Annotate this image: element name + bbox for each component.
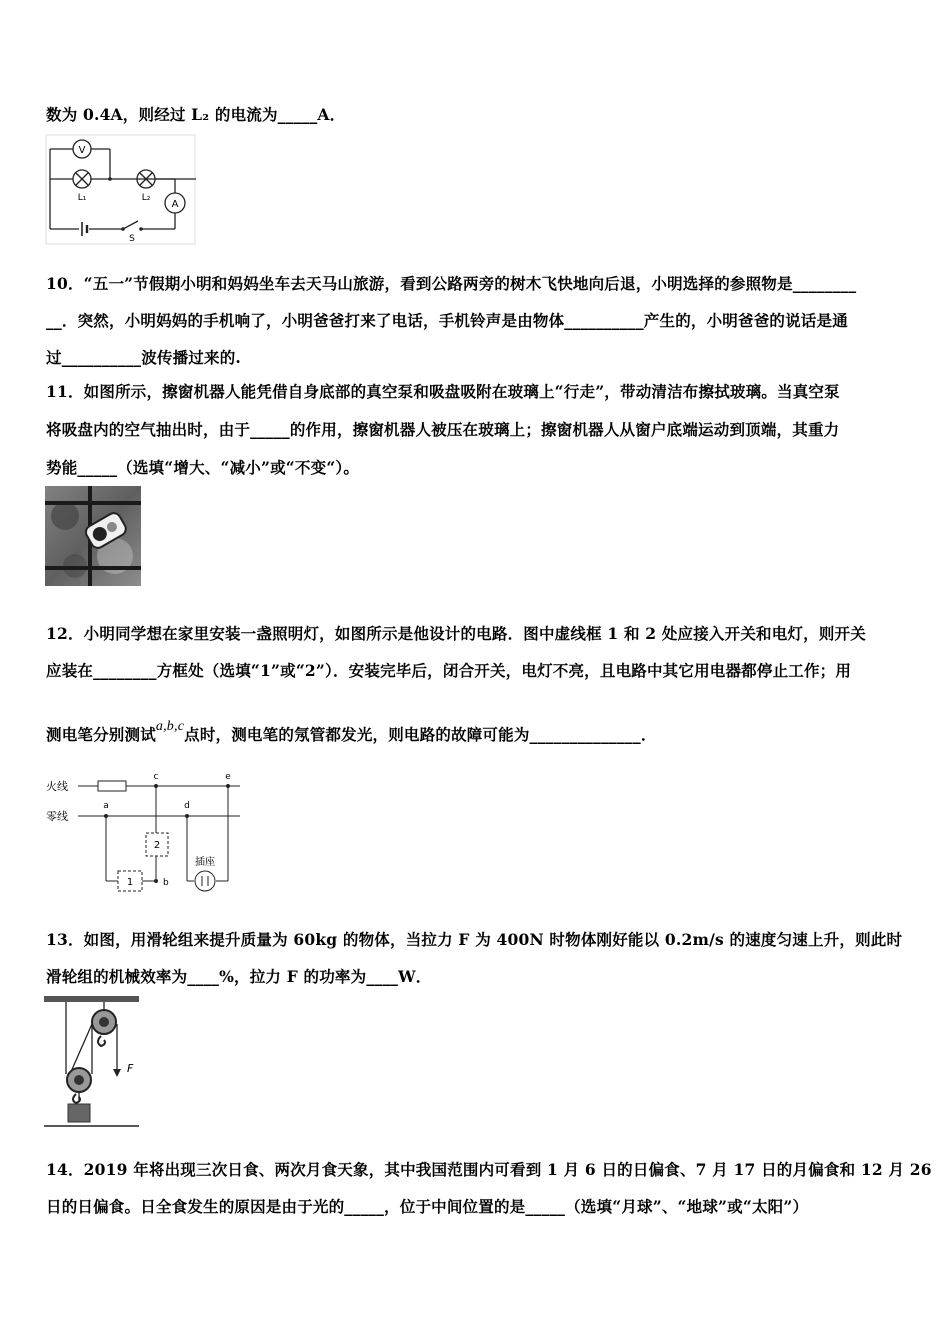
force-label: F xyxy=(127,1062,134,1075)
svg-text:V: V xyxy=(78,145,86,156)
svg-text:e: e xyxy=(225,772,231,782)
q13-line-1: 13．如图，用滑轮组来提升质量为 60kg 的物体，当拉力 F 为 400N 时物体刚好能以 0.2m/s 的速度匀速上升，则此时 xyxy=(46,930,903,949)
svg-text:L₁: L₁ xyxy=(77,193,87,203)
svg-text:L₂: L₂ xyxy=(141,193,151,203)
q11-line-1: 11．如图所示，擦窗机器人能凭借自身底部的真空泵和吸盘吸附在玻璃上“行走”，带动清洁布擦拭玻璃。当真空泵 xyxy=(46,382,840,401)
svg-text:A: A xyxy=(171,199,179,210)
q10-line-2: __．突然，小明妈妈的手机响了，小明爸爸打来了电话，手机铃声是由物体__________产生的，小明爸爸的说话是通 xyxy=(46,311,848,330)
q12-line-1: 12．小明同学想在家里安装一盏照明灯，如图所示是他设计的电路．图中虚线框 1 和 2 处应接入开关和电灯，则开关 xyxy=(46,624,866,643)
svg-text:插座: 插座 xyxy=(195,857,215,868)
q10-line-1: 10．“五一”节假期小明和妈妈坐车去天马山旅游，看到公路两旁的树木飞快地向后退，小明选择的参照物是________ xyxy=(46,274,857,293)
q12-line-3b: 点时，测电笔的氖管都发光，则电路的故障可能为______________． xyxy=(184,725,657,744)
test-points-label: a,b,c xyxy=(155,719,185,734)
svg-text:S: S xyxy=(129,234,135,244)
q11-line-2: 将吸盘内的空气抽出时，由于_____的作用，擦窗机器人被压在玻璃上；擦窗机器人从窗户底端运动到顶端，其重力 xyxy=(46,420,840,439)
q13-line-2: 滑轮组的机械效率为____%，拉力 F 的功率为____W． xyxy=(46,967,432,986)
q9-line: 数为 0.4A，则经过 L₂ 的电流为_____A． xyxy=(46,105,346,124)
q14-line-1: 14．2019 年将出现三次日食、两次月食天象，其中我国范围内可看到 1 月 6 日的日偏食、7 月 17 日的月偏食和 12 月 26 xyxy=(46,1160,932,1179)
live-wire-label: 火线 xyxy=(46,780,68,793)
neutral-wire-label: 零线 xyxy=(46,810,68,823)
svg-text:d: d xyxy=(184,801,190,811)
svg-text:1: 1 xyxy=(126,877,134,888)
q12-line-2: 应装在________方框处（选填“1”或“2”）．安装完毕后，闭合开关，电灯不亮，且电路中其它用电器都停止工作；用 xyxy=(46,661,852,680)
window-robot-photo xyxy=(45,486,141,586)
q12-line-3 xyxy=(46,719,657,745)
household-circuit-diagram xyxy=(44,768,244,896)
q10-line-3: 过__________波传播过来的. xyxy=(46,348,241,367)
svg-text:b: b xyxy=(163,878,169,888)
q12-line-3a: 测电笔分别测试 xyxy=(46,725,156,744)
q11-line-3: 势能_____（选填“增大、“减小”或“不变“）。 xyxy=(46,458,360,477)
svg-text:c: c xyxy=(153,772,159,782)
svg-text:a: a xyxy=(103,801,109,811)
svg-text:2: 2 xyxy=(153,840,161,851)
series-circuit-diagram xyxy=(44,134,196,246)
pulley-system-diagram xyxy=(44,994,144,1132)
q14-line-2: 日的日偏食。日全食发生的原因是由于光的_____，位于中间位置的是_____（选填“月球”、“地球”或“太阳”） xyxy=(46,1197,809,1216)
